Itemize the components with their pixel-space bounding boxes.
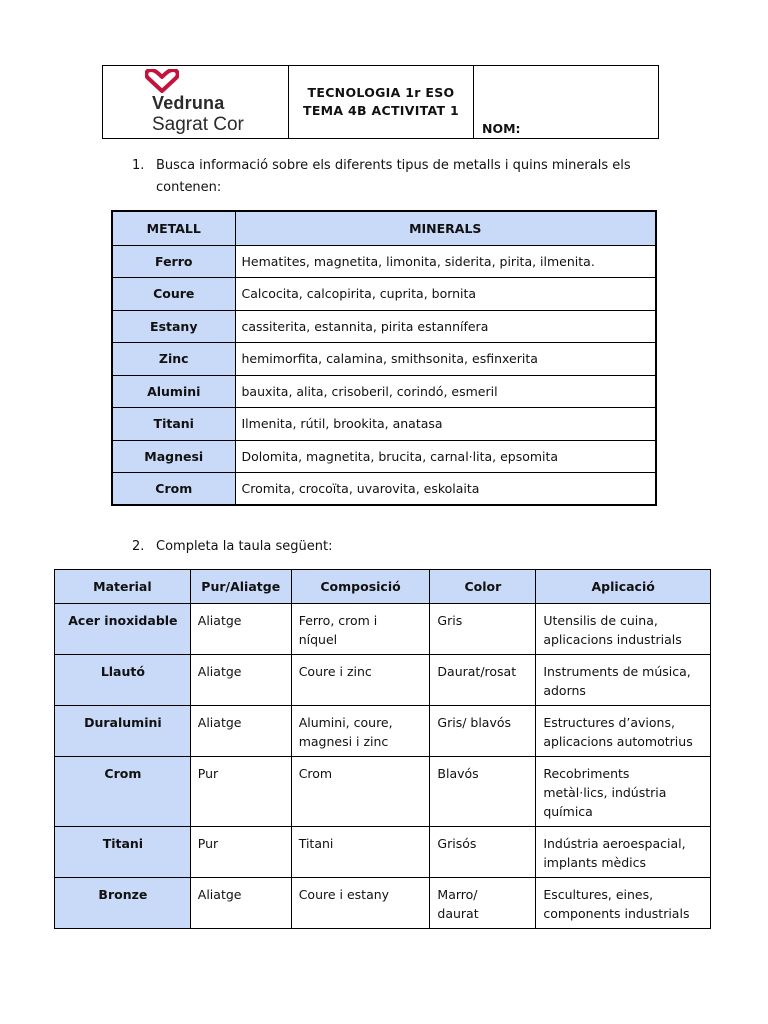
application-line: Indústria aeroespacial,	[543, 836, 686, 851]
composition-cell	[291, 827, 430, 878]
table-row	[112, 408, 656, 441]
application-line: química	[543, 804, 593, 819]
composition-line: níquel	[298, 632, 338, 647]
color-cell	[430, 827, 536, 878]
application-cell	[536, 827, 711, 878]
material-cell: Acer inoxidable	[55, 604, 191, 655]
minerals-cell: hemimorfita, calamina, smithsonita, esfinxerita	[235, 343, 656, 376]
material-cell: Bronze	[55, 878, 191, 929]
type-cell: Aliatge	[190, 878, 291, 929]
column-header-metall: METALL	[112, 211, 235, 245]
color-line: Daurat/rosat	[437, 664, 517, 679]
column-header-color: Color	[430, 570, 536, 604]
composition-cell	[291, 757, 430, 827]
metal-cell: Zinc	[112, 343, 235, 376]
minerals-cell: Cromita, crocoïta, uvarovita, eskolaita	[235, 473, 656, 506]
table-row	[112, 278, 656, 311]
type-cell: Pur	[190, 757, 291, 827]
minerals-cell: cassiterita, estannita, pirita estannífera	[235, 310, 656, 343]
color-cell	[430, 878, 536, 929]
composition-line: Crom	[298, 766, 333, 781]
table-row	[55, 706, 711, 757]
table-row	[55, 757, 711, 827]
application-cell	[536, 706, 711, 757]
minerals-cell: Calcocita, calcopirita, cuprita, bornita	[235, 278, 656, 311]
application-line: Utensilis de cuina,	[543, 613, 658, 628]
application-cell	[536, 604, 711, 655]
application-line: metàl·lics, indústria	[543, 785, 667, 800]
color-line: Marro/	[437, 887, 478, 902]
name-cell	[474, 66, 658, 138]
composition-line: Alumini, coure,	[298, 715, 393, 730]
table-row	[112, 440, 656, 473]
application-line: adorns	[543, 683, 586, 698]
column-header-pur-aliatge: Pur/Aliatge	[190, 570, 291, 604]
column-header-material: Material	[55, 570, 191, 604]
table-row	[55, 827, 711, 878]
metal-cell: Coure	[112, 278, 235, 311]
question-2	[132, 536, 532, 558]
application-cell	[536, 655, 711, 706]
materials-table	[54, 569, 711, 929]
heart-logo-icon	[145, 69, 179, 93]
color-line: Grisós	[437, 836, 477, 851]
course-title: TECNOLOGIA 1r ESO	[307, 85, 455, 100]
color-line: Blavós	[437, 766, 479, 781]
title-cell	[289, 66, 474, 138]
application-line: Estructures d’avions,	[543, 715, 675, 730]
activity-title: TEMA 4B ACTIVITAT 1	[303, 103, 459, 118]
question-1-number: 1.	[132, 158, 145, 173]
color-line: Gris/ blavós	[437, 715, 512, 730]
question-2-number: 2.	[132, 539, 145, 554]
table-row	[112, 473, 656, 506]
composition-cell	[291, 604, 430, 655]
question-1-text-line2: contenen:	[156, 180, 222, 195]
application-line: implants mèdics	[543, 855, 647, 870]
composition-cell	[291, 655, 430, 706]
color-cell	[430, 706, 536, 757]
application-line: aplicacions industrials	[543, 632, 682, 647]
composition-line: Coure i zinc	[298, 664, 372, 679]
color-cell	[430, 604, 536, 655]
table-row	[55, 655, 711, 706]
type-cell: Aliatge	[190, 706, 291, 757]
application-line: aplicacions automotrius	[543, 734, 693, 749]
logo-text-sagrat-cor: Sagrat Cor	[152, 114, 244, 135]
column-header-minerals: MINERALS	[235, 211, 656, 245]
color-cell	[430, 757, 536, 827]
color-line: Gris	[437, 613, 463, 628]
composition-cell	[291, 878, 430, 929]
application-line: Escultures, eines,	[543, 887, 654, 902]
column-header-aplicacio: Aplicació	[536, 570, 711, 604]
color-line: daurat	[437, 906, 479, 921]
material-cell: Llautó	[55, 655, 191, 706]
type-cell: Pur	[190, 827, 291, 878]
minerals-cell: Dolomita, magnetita, brucita, carnal·lita, epsomita	[235, 440, 656, 473]
minerals-cell: Ilmenita, rútil, brookita, anatasa	[235, 408, 656, 441]
minerals-cell: bauxita, alita, crisoberil, corindó, esmeril	[235, 375, 656, 408]
table-row	[112, 343, 656, 376]
minerals-cell: Hematites, magnetita, limonita, siderita, pirita, ilmenita.	[235, 245, 656, 278]
material-cell: Crom	[55, 757, 191, 827]
application-line: components industrials	[543, 906, 690, 921]
table-row	[55, 604, 711, 655]
table-row	[112, 375, 656, 408]
composition-line: Ferro, crom i	[298, 613, 378, 628]
metal-cell: Alumini	[112, 375, 235, 408]
application-cell	[536, 757, 711, 827]
question-1-text-line1: Busca informació sobre els diferents tipus de metalls i quins minerals els	[156, 158, 631, 173]
name-label: NOM:	[482, 121, 521, 136]
question-2-text: Completa la taula següent:	[156, 539, 333, 554]
metal-cell: Magnesi	[112, 440, 235, 473]
composition-line: magnesi i zinc	[298, 734, 389, 749]
metal-cell: Ferro	[112, 245, 235, 278]
header-box	[102, 65, 659, 139]
table-row	[112, 310, 656, 343]
question-1	[132, 155, 672, 199]
application-line: Instruments de música,	[543, 664, 691, 679]
application-line: Recobriments	[543, 766, 630, 781]
application-cell	[536, 878, 711, 929]
table-row	[112, 245, 656, 278]
type-cell: Aliatge	[190, 604, 291, 655]
metal-cell: Crom	[112, 473, 235, 506]
material-cell: Titani	[55, 827, 191, 878]
column-header-composicio: Composició	[291, 570, 430, 604]
type-cell: Aliatge	[190, 655, 291, 706]
table-row	[55, 878, 711, 929]
table-header-row	[112, 211, 656, 245]
metal-cell: Estany	[112, 310, 235, 343]
metals-minerals-table	[111, 210, 657, 506]
table-header-row	[55, 570, 711, 604]
material-cell: Duralumini	[55, 706, 191, 757]
metal-cell: Titani	[112, 408, 235, 441]
logo-cell	[103, 66, 289, 138]
color-cell	[430, 655, 536, 706]
composition-cell	[291, 706, 430, 757]
logo-text-vedruna: Vedruna	[152, 93, 225, 113]
composition-line: Titani	[298, 836, 334, 851]
composition-line: Coure i estany	[298, 887, 390, 902]
